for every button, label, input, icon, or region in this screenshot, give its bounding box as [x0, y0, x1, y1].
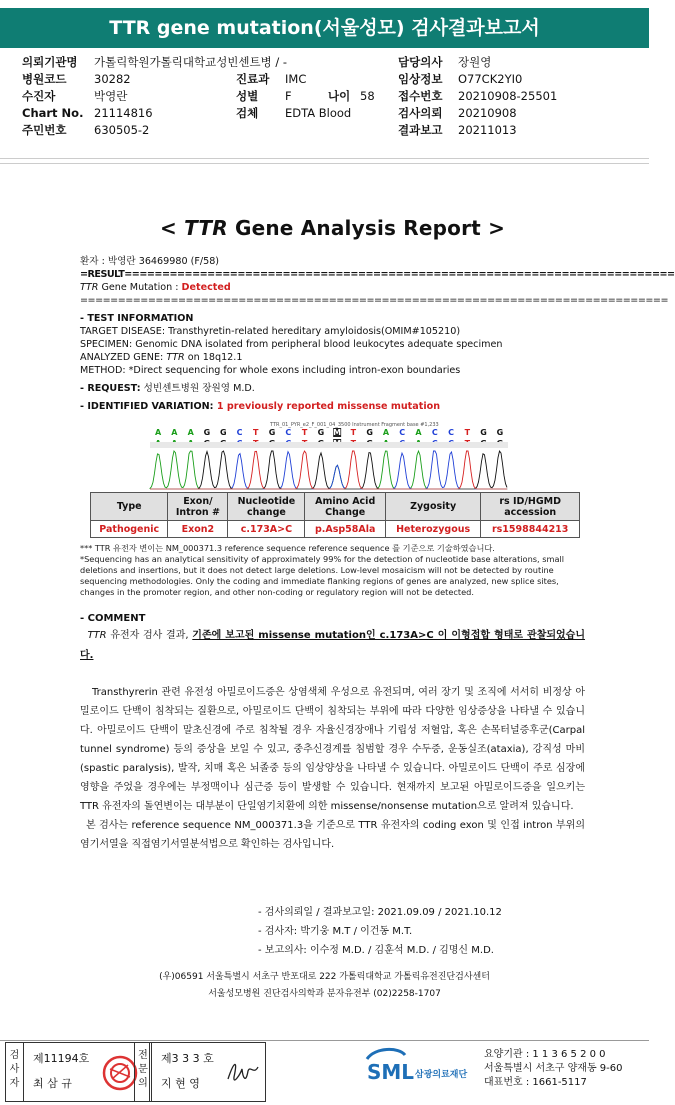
lab-address: [0, 969, 649, 1003]
chromatogram-band: [150, 442, 508, 448]
reporters: - 보고의사: 이수정 M.D. / 김훈석 M.D. / 김명신 M.D.: [258, 945, 494, 956]
requesting-org-label: 의뢰기관명: [22, 55, 78, 69]
variant-table: [90, 492, 580, 538]
trace-G: [150, 451, 507, 489]
comment-summary: TTR 유전자 검사 결과, 기존에 보고된 missense mutation인 c.173A>C 이 이형접합 형태로 관찰되었습니다.: [80, 630, 586, 661]
report-date: 20211013: [458, 123, 517, 137]
equals-line: ==============================================================================: [80, 295, 669, 306]
report-date-label: 결과보고: [398, 123, 443, 137]
base-top-4: G: [219, 428, 227, 437]
resident-label: 주민번호: [22, 123, 67, 137]
logo-text: SML: [367, 1060, 415, 1084]
age: 58: [360, 89, 375, 103]
sequencing-chromatogram: [150, 420, 508, 490]
hospital-code-label: 병원코드: [22, 72, 67, 86]
test-info-heading: - TEST INFORMATION: [80, 313, 194, 324]
base-top-18: C: [448, 428, 454, 437]
variant-cell-0: Pathogenic: [91, 521, 168, 538]
sml-logo: [365, 1045, 485, 1089]
doctor-label: 담당의사: [398, 55, 443, 69]
gene-mutation-value: Detected: [181, 282, 231, 293]
doctor: 장원영: [458, 55, 492, 69]
reference-note: *** TTR 유전자 변이는 NM_000371.3 reference sequence reference sequence 를 기준으로 기술하였습니다.: [80, 543, 495, 553]
request-line: - REQUEST: 성빈센트병원 장원영 M.D.: [80, 383, 255, 394]
sequencing-note: *Sequencing has an analytical sensitivity of approximately 99% for the detection of nucleotide base alterations, small deletions and insertions, but it does not detect large deletions. Low-level mosaicism will not be detected by routine sequencing methodologies. Only the coding and immediate flanking regions of genes are analyzed, new splice sites, changes in the promoter region, and other non-coding or regulatory region will not be detected.: [80, 554, 565, 597]
method-line: METHOD: *Direct sequencing for whole exons including intron-exon boundaries: [80, 365, 461, 376]
org-phone: 대표번호 : 1661-5117: [484, 1077, 587, 1088]
tester-vertical-label: 검사자: [6, 1043, 24, 1101]
chart-no: 21114816: [94, 106, 153, 120]
base-top-11: M: [333, 428, 342, 437]
base-top-0: A: [155, 428, 162, 437]
report-title-bar: [0, 8, 649, 48]
org-address: 서울특별시 서초구 양재동 9-60: [484, 1063, 623, 1074]
address-line-2: 서울성모병원 진단검사의학과 분자유전부 (02)2258-1707: [208, 989, 441, 999]
base-top-12: T: [350, 428, 357, 437]
chromatogram-traces: [150, 451, 507, 489]
base-top-8: C: [285, 428, 292, 437]
header-divider: [0, 158, 649, 164]
report-title: TTR gene mutation(서울성모) 검사결과보고서: [109, 17, 540, 39]
chromatogram-track-label: TTR_01_PYR_e2_F_001_04_3500 Instrument Fragment base #1,233: [270, 422, 439, 428]
age-label: 나이: [328, 89, 351, 103]
department-label: 진료과: [236, 72, 270, 86]
logo-subtext: 삼광의료재단: [415, 1070, 468, 1080]
base-top-21: G: [496, 428, 504, 437]
bases-top-row: [155, 428, 503, 437]
patient-label: 수진자: [22, 89, 56, 103]
org-info: [484, 1048, 623, 1090]
variant-header-1: Exon/ Intron #: [168, 493, 228, 521]
base-top-3: G: [203, 428, 211, 437]
base-top-13: G: [366, 428, 373, 437]
patient-info-block: [22, 54, 632, 139]
base-top-2: A: [187, 428, 194, 437]
clinical-info: O77CK2YI0: [458, 72, 523, 86]
receipt-no: 20210908-25501: [458, 89, 558, 103]
comment-heading: - COMMENT: [80, 613, 146, 624]
analysis-report: [80, 216, 675, 413]
comment-paragraph-1: Transthyrerin 관련 유전성 아밀로이드증은 상염색체 우성으로 유전되며, 여러 장기 및 조직에 서서히 비정상 아밀로이드 단백이 침착되는 질환으로, 아밀로이드 단백이 침착되는 부위에 따라 다양한 임상증상을 나타낼 수 있습니다. 아밀로이드 단백이 말초신경에 주로 침착될 경우 자율신경장애나 기립성 저혈압, 혹은 손목터널증후군(Carpal tunnel syndrome) 등의 증상을 보일 수 있고, 중추신경계를 침범할 경우 수두증, 운동실조(ataxia), 강직성 마비(spastic paralysis), 발작, 치매 혹은 뇌졸중 등의 임상양상을 나타낼 수 있습니다. 아밀로이드 단백이 주로 심장에 영향을 주었을 경우에는 부정맥이나 심근증 등이 발생할 수 있습니다. 현재까지 보고된 아밀로이드증을 일으키는 TTR 유전자의 돌연변이는 대부분이 단일염기치환에 의한 missense/nonsense mutation으로 알려져 있습니다.: [80, 687, 585, 812]
analysis-report-title: < TTR Gene Analysis Report >: [159, 216, 506, 240]
identified-variation-line: - IDENTIFIED VARIATION: 1 previously reported missense mutation: [80, 401, 441, 412]
analyzed-gene-line: ANALYZED GENE: TTR on 18q12.1: [80, 352, 243, 363]
base-top-10: G: [317, 428, 325, 437]
report-notes: [80, 543, 585, 598]
clinical-info-label: 임상정보: [398, 72, 443, 86]
tester-name: 최 삼 규: [33, 1077, 72, 1090]
hospital-code: 30282: [94, 72, 131, 86]
patient-name: 박영란: [94, 89, 128, 103]
base-top-7: G: [268, 428, 276, 437]
base-top-14: A: [382, 428, 390, 437]
result-line: =RESULT=========================================================================: [80, 269, 675, 280]
report-dates: - 검사의뢰일 / 결과보고일: 2021.09.09 / 2021.10.12: [258, 907, 502, 918]
base-top-9: T: [301, 428, 308, 437]
request-date-label: 검사의뢰: [398, 106, 443, 120]
sex-label: 성별: [236, 89, 259, 103]
base-top-6: T: [253, 428, 259, 437]
testers: - 검사자: 박기웅 M.T / 이건동 M.T.: [258, 926, 413, 937]
requesting-org: 가톨릭학원가톨릭대학교성빈센트병 / -: [94, 55, 288, 69]
gene-mutation-line: TTR Gene Mutation : Detected: [80, 282, 231, 293]
specialist-stamp-box: [134, 1042, 266, 1102]
base-top-5: C: [236, 428, 243, 437]
specimen-label: 검체: [236, 106, 259, 120]
specialist-vertical-label: 전문의: [134, 1043, 152, 1101]
variant-cell-4: Heterozygous: [385, 521, 481, 538]
variant-cell-5: rs1598844213: [481, 521, 580, 538]
address-line-1: (우)06591 서울특별시 서초구 반포대로 222 가톨릭대학교 가톨릭유전진단검사센터: [159, 972, 490, 982]
base-top-1: A: [171, 428, 178, 437]
request-date: 20210908: [458, 106, 517, 120]
patient-line: 환자 : 박영란 36469980 (F/58): [80, 256, 220, 267]
resident-no: 630505-2: [94, 123, 150, 137]
org-code: 요양기관 : 1 1 3 6 5 2 0 0: [484, 1049, 606, 1060]
logo-swoosh-icon: [367, 1049, 405, 1059]
variant-cell-3: p.Asp58Ala: [305, 521, 385, 538]
variant-header-4: Zygosity: [385, 493, 481, 521]
target-disease: TARGET DISEASE: Transthyretin-related hereditary amyloidosis(OMIM#105210): [80, 326, 461, 337]
specialist-name: 지 현 영: [161, 1077, 200, 1090]
specialist-license-no: 제3 3 3 호: [161, 1052, 214, 1065]
variant-header-0: Type: [91, 493, 168, 521]
comment-section: [80, 612, 585, 854]
chart-label: Chart No.: [22, 106, 84, 120]
base-top-16: A: [415, 428, 422, 437]
specimen-line: SPECIMEN: Genomic DNA isolated from peripheral blood leukocytes adequate specimen: [80, 339, 503, 350]
sex: F: [285, 89, 292, 103]
specialist-signature-icon: [224, 1055, 260, 1089]
variant-header-3: Amino Acid Change: [305, 493, 385, 521]
department: IMC: [285, 72, 307, 86]
variant-header-5: rs ID/HGMD accession: [481, 493, 580, 521]
specimen: EDTA Blood: [285, 106, 352, 120]
tester-stamp-box: [5, 1042, 150, 1102]
variant-cell-1: Exon2: [168, 521, 228, 538]
base-top-15: C: [399, 428, 406, 437]
receipt-no-label: 접수번호: [398, 89, 443, 103]
base-top-19: T: [464, 428, 471, 437]
tester-license-no: 제11194호: [33, 1052, 90, 1065]
base-top-17: C: [431, 428, 438, 437]
base-top-20: G: [480, 428, 487, 437]
variant-header-2: Nucleotide change: [228, 493, 305, 521]
comment-paragraph-2: 본 검사는 reference sequence NM_000371.3을 기준으로 TTR 유전자의 coding exon 및 인접 intron 부위의 염기서열을 직접염기서열분석법으로 확인하는 검사입니다.: [80, 820, 585, 850]
signers-block: [258, 903, 502, 960]
variant-cell-2: c.173A>C: [228, 521, 305, 538]
